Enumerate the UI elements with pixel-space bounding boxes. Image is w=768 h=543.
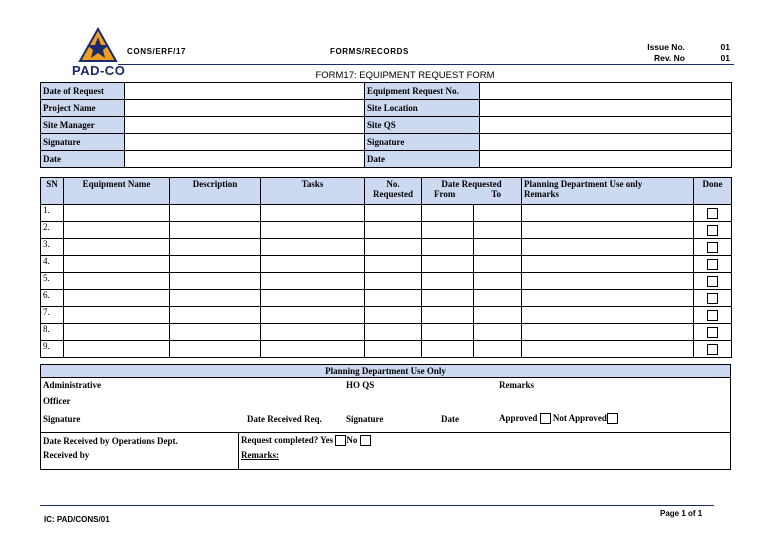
remarks-cell[interactable] [522, 273, 694, 290]
row-sn: 3. [41, 239, 64, 256]
description-cell[interactable] [170, 222, 261, 239]
project-name-field[interactable] [125, 100, 365, 117]
footer-page-number: Page 1 of 1 [660, 509, 703, 518]
tasks-cell[interactable] [261, 205, 365, 222]
remarks-cell[interactable] [522, 239, 694, 256]
tasks-cell[interactable] [261, 256, 365, 273]
section-title: FORMS/RECORDS [330, 47, 409, 56]
description-cell[interactable] [170, 324, 261, 341]
from-cell[interactable] [422, 290, 474, 307]
table-row [41, 273, 732, 290]
info-row [41, 134, 732, 151]
no-requested-cell[interactable] [365, 256, 422, 273]
signature-label-admin: Signature [43, 414, 81, 424]
planning-header: Planning Department Use Only [41, 365, 730, 378]
equipment-name-cell[interactable] [64, 239, 170, 256]
site-location-field[interactable] [480, 100, 732, 117]
description-cell[interactable] [170, 341, 261, 358]
signature-field[interactable] [125, 134, 365, 151]
ops-vertical-divider [238, 432, 239, 470]
site-manager-label: Site Manager [41, 117, 125, 134]
done-checkbox[interactable] [707, 344, 718, 355]
from-cell[interactable] [422, 256, 474, 273]
project-name-label: Project Name [41, 100, 125, 117]
padco-logo-icon [78, 27, 118, 63]
equipment-name-cell[interactable] [64, 307, 170, 324]
equipment-name-cell[interactable] [64, 205, 170, 222]
date-field-right[interactable] [480, 151, 732, 168]
description-cell[interactable] [170, 307, 261, 324]
equipment-request-no-label: Equipment Request No. [365, 83, 480, 100]
header-rule [118, 64, 734, 65]
description-cell[interactable] [170, 239, 261, 256]
officer-label: Officer [43, 396, 71, 406]
request-completed-yes-checkbox[interactable] [335, 435, 346, 446]
to-cell[interactable] [474, 290, 522, 307]
done-checkbox[interactable] [707, 225, 718, 236]
ho-qs-label: HO QS [346, 380, 375, 390]
remarks-ops-label: Remarks: [241, 450, 279, 460]
col-no: No. [386, 179, 400, 189]
col-remarks: Remarks [524, 189, 559, 199]
description-cell[interactable] [170, 290, 261, 307]
col-date-requested [422, 178, 522, 205]
no-requested-cell[interactable] [365, 205, 422, 222]
date-label-hoqs: Date [441, 414, 459, 424]
remarks-cell[interactable] [522, 205, 694, 222]
planning-section [40, 364, 731, 470]
issue-label: Issue No. [647, 42, 685, 52]
from-cell[interactable] [422, 307, 474, 324]
no-requested-cell[interactable] [365, 341, 422, 358]
row-sn: 1. [41, 205, 64, 222]
done-checkbox[interactable] [707, 242, 718, 253]
no-requested-cell[interactable] [365, 239, 422, 256]
not-approved-checkbox[interactable] [607, 413, 618, 424]
equipment-name-cell[interactable] [64, 290, 170, 307]
equipment-name-cell[interactable] [64, 324, 170, 341]
ops-divider [41, 432, 730, 433]
row-sn: 6. [41, 290, 64, 307]
request-completed-no-checkbox[interactable] [360, 435, 371, 446]
tasks-cell[interactable] [261, 239, 365, 256]
site-location-label: Site Location [365, 100, 480, 117]
row-sn: 8. [41, 324, 64, 341]
done-checkbox[interactable] [707, 293, 718, 304]
from-cell[interactable] [422, 239, 474, 256]
no-requested-cell[interactable] [365, 290, 422, 307]
table-row [41, 222, 732, 239]
site-manager-field[interactable] [125, 117, 365, 134]
description-cell[interactable] [170, 273, 261, 290]
no-requested-cell[interactable] [365, 307, 422, 324]
to-cell[interactable] [474, 307, 522, 324]
row-sn: 4. [41, 256, 64, 273]
no-label: No [346, 435, 358, 445]
request-info-table [40, 82, 732, 168]
done-checkbox[interactable] [707, 310, 718, 321]
from-cell[interactable] [422, 205, 474, 222]
to-cell[interactable] [474, 222, 522, 239]
col-no-requested [365, 178, 422, 205]
to-cell[interactable] [474, 205, 522, 222]
date-field[interactable] [125, 151, 365, 168]
info-row [41, 117, 732, 134]
tasks-cell[interactable] [261, 324, 365, 341]
administrative-label: Administrative [43, 380, 101, 390]
row-sn: 5. [41, 273, 64, 290]
form-title: FORM17: EQUIPMENT REQUEST FORM [315, 70, 495, 81]
date-label: Date [41, 151, 125, 168]
done-cell [694, 205, 732, 222]
info-row [41, 83, 732, 100]
remarks-cell[interactable] [522, 307, 694, 324]
to-cell[interactable] [474, 341, 522, 358]
tasks-cell[interactable] [261, 222, 365, 239]
rev-value: 01 [720, 53, 730, 63]
table-row [41, 290, 732, 307]
col-tasks: Tasks [261, 178, 365, 205]
no-requested-cell[interactable] [365, 273, 422, 290]
col-description: Description [170, 178, 261, 205]
done-cell [694, 256, 732, 273]
col-to: To [491, 189, 502, 199]
done-cell [694, 324, 732, 341]
request-completed-group [241, 435, 371, 446]
tasks-cell[interactable] [261, 290, 365, 307]
info-row [41, 100, 732, 117]
done-cell [694, 239, 732, 256]
tasks-cell[interactable] [261, 341, 365, 358]
approval-group [499, 413, 618, 424]
items-header-row [41, 178, 732, 205]
col-done: Done [694, 178, 732, 205]
approved-checkbox[interactable] [540, 413, 551, 424]
date-received-req-label: Date Received Req. [247, 414, 322, 424]
from-cell[interactable] [422, 222, 474, 239]
company-name: PAD-CO [72, 63, 126, 78]
issue-value: 01 [720, 42, 730, 52]
to-cell[interactable] [474, 256, 522, 273]
col-planning [522, 178, 694, 205]
remarks-cell[interactable] [522, 324, 694, 341]
remarks-label: Remarks [499, 380, 534, 390]
remarks-cell[interactable] [522, 290, 694, 307]
col-equipment-name: Equipment Name [64, 178, 170, 205]
signature-field-right[interactable] [480, 134, 732, 151]
table-row [41, 205, 732, 222]
not-approved-label: Not Approved [552, 413, 607, 423]
approved-label: Approved [499, 413, 538, 423]
date-of-request-field[interactable] [125, 83, 365, 100]
site-qs-field[interactable] [480, 117, 732, 134]
no-requested-cell[interactable] [365, 222, 422, 239]
to-cell[interactable] [474, 239, 522, 256]
remarks-cell[interactable] [522, 222, 694, 239]
done-checkbox[interactable] [707, 327, 718, 338]
equipment-name-cell[interactable] [64, 222, 170, 239]
equipment-request-no-field[interactable] [480, 83, 732, 100]
col-date-requested-label: Date Requested [441, 179, 502, 189]
signature-label: Signature [41, 134, 125, 151]
doc-code: CONS/ERF/17 [127, 47, 187, 56]
done-checkbox[interactable] [707, 276, 718, 287]
footer-rule [40, 505, 714, 506]
table-row [41, 341, 732, 358]
done-cell [694, 273, 732, 290]
item-rows [41, 205, 732, 358]
info-row [41, 151, 732, 168]
col-planning-label: Planning Department Use only [524, 179, 643, 189]
done-checkbox[interactable] [707, 208, 718, 219]
col-sn: SN [41, 178, 64, 205]
date-received-ops-label: Date Received by Operations Dept. [43, 436, 178, 446]
from-cell[interactable] [422, 324, 474, 341]
request-completed-label: Request completed? Yes [241, 435, 334, 445]
to-cell[interactable] [474, 324, 522, 341]
to-cell[interactable] [474, 273, 522, 290]
from-cell[interactable] [422, 273, 474, 290]
equipment-name-cell[interactable] [64, 273, 170, 290]
table-row [41, 256, 732, 273]
equipment-name-cell[interactable] [64, 256, 170, 273]
remarks-cell[interactable] [522, 341, 694, 358]
description-cell[interactable] [170, 205, 261, 222]
site-qs-label: Site QS [365, 117, 480, 134]
from-cell[interactable] [422, 341, 474, 358]
equipment-items-table [40, 177, 732, 358]
done-cell [694, 341, 732, 358]
done-cell [694, 222, 732, 239]
col-from: From [433, 189, 456, 199]
date-of-request-label: Date of Request [41, 83, 125, 100]
footer-doc-ref: IC: PAD/CONS/01 [44, 515, 110, 524]
received-by-label: Received by [43, 450, 90, 460]
signature-label-right: Signature [365, 134, 480, 151]
done-cell [694, 307, 732, 324]
tasks-cell[interactable] [261, 307, 365, 324]
rev-label: Rev. No [653, 53, 685, 63]
row-sn: 7. [41, 307, 64, 324]
table-row [41, 239, 732, 256]
remarks-cell[interactable] [522, 256, 694, 273]
equipment-name-cell[interactable] [64, 341, 170, 358]
signature-label-hoqs: Signature [346, 414, 384, 424]
row-sn: 9. [41, 341, 64, 358]
table-row [41, 307, 732, 324]
col-requested: Requested [373, 189, 413, 199]
tasks-cell[interactable] [261, 273, 365, 290]
done-checkbox[interactable] [707, 259, 718, 270]
no-requested-cell[interactable] [365, 324, 422, 341]
date-label-right: Date [365, 151, 480, 168]
done-cell [694, 290, 732, 307]
table-row [41, 324, 732, 341]
description-cell[interactable] [170, 256, 261, 273]
row-sn: 2. [41, 222, 64, 239]
